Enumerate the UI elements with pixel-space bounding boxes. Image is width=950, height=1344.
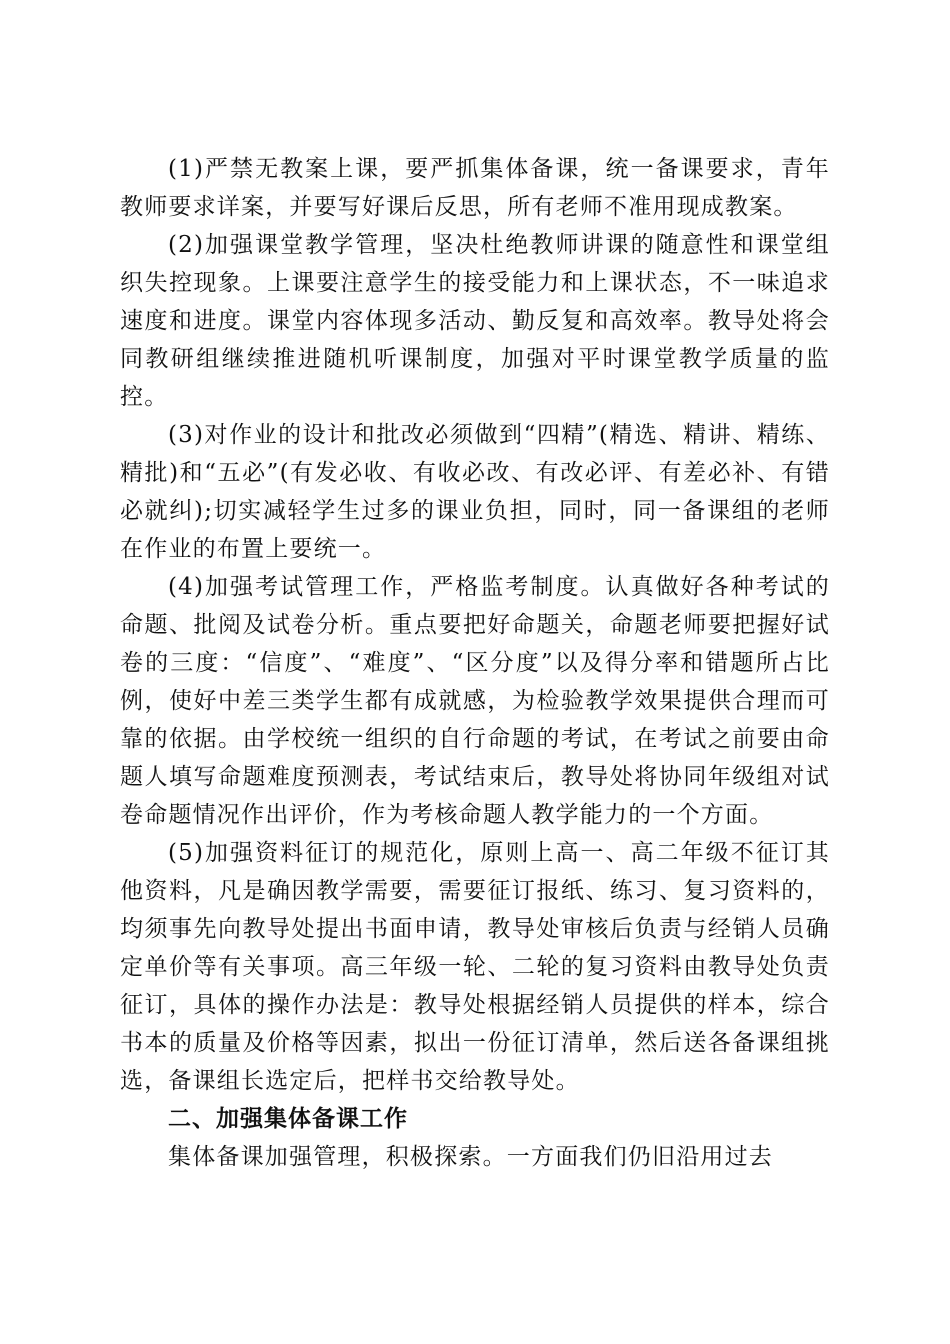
- paragraph-4: (4)加强考试管理工作，严格监考制度。认真做好各种考试的命题、批阅及试卷分析。重点要把好命题关，命题老师要把握好试卷的三度：“信度”、“难度”、“区分度”以及得分率和错题所占比例，使好中差三类学生都有成就感，为检验教学效果提供合理而可靠的依据。由学校统一组织的自行命题的考试，在考试之前要由命题人填写命题难度预测表，考试结束后，教导处将协同年级组对试卷命题情况作出评价，作为考核命题人教学能力的一个方面。: [120, 574, 830, 828]
- document-page: [120, 150, 830, 1176]
- paragraph-6: 集体备课加强管理，积极探索。一方面我们仍旧沿用过去: [168, 1144, 773, 1170]
- section-heading: 二、加强集体备课工作: [168, 1106, 408, 1132]
- paragraph-1: (1)严禁无教案上课，要严抓集体备课，统一备课要求，青年教师要求详案，并要写好课后反思，所有老师不准用现成教案。: [120, 156, 830, 220]
- paragraph-5: (5)加强资料征订的规范化，原则上高一、高二年级不征订其他资料，凡是确因教学需要，需要征订报纸、练习、复习资料的，均须事先向教导处提出书面申请，教导处审核后负责与经销人员确定单价等有关事项。高三年级一轮、二轮的复习资料由教导处负责征订，具体的操作办法是：教导处根据经销人员提供的样本，综合书本的质量及价格等因素，拟出一份征订清单，然后送各备课组挑选，备课组长选定后，把样书交给教导处。: [120, 840, 830, 1094]
- paragraph-3: (3)对作业的设计和批改必须做到“四精”(精选、精讲、精练、精批)和“五必”(有发必收、有收必改、有改必评、有差必补、有错必就纠);切实减轻学生过多的课业负担，同时，同一备课组的老师在作业的布置上要统一。: [120, 422, 830, 562]
- paragraph-2: (2)加强课堂教学管理，坚决杜绝教师讲课的随意性和课堂组织失控现象。上课要注意学生的接受能力和上课状态，不一味追求速度和进度。课堂内容体现多活动、勤反复和高效率。教导处将会同教研组继续推进随机听课制度，加强对平时课堂教学质量的监控。: [120, 232, 830, 410]
